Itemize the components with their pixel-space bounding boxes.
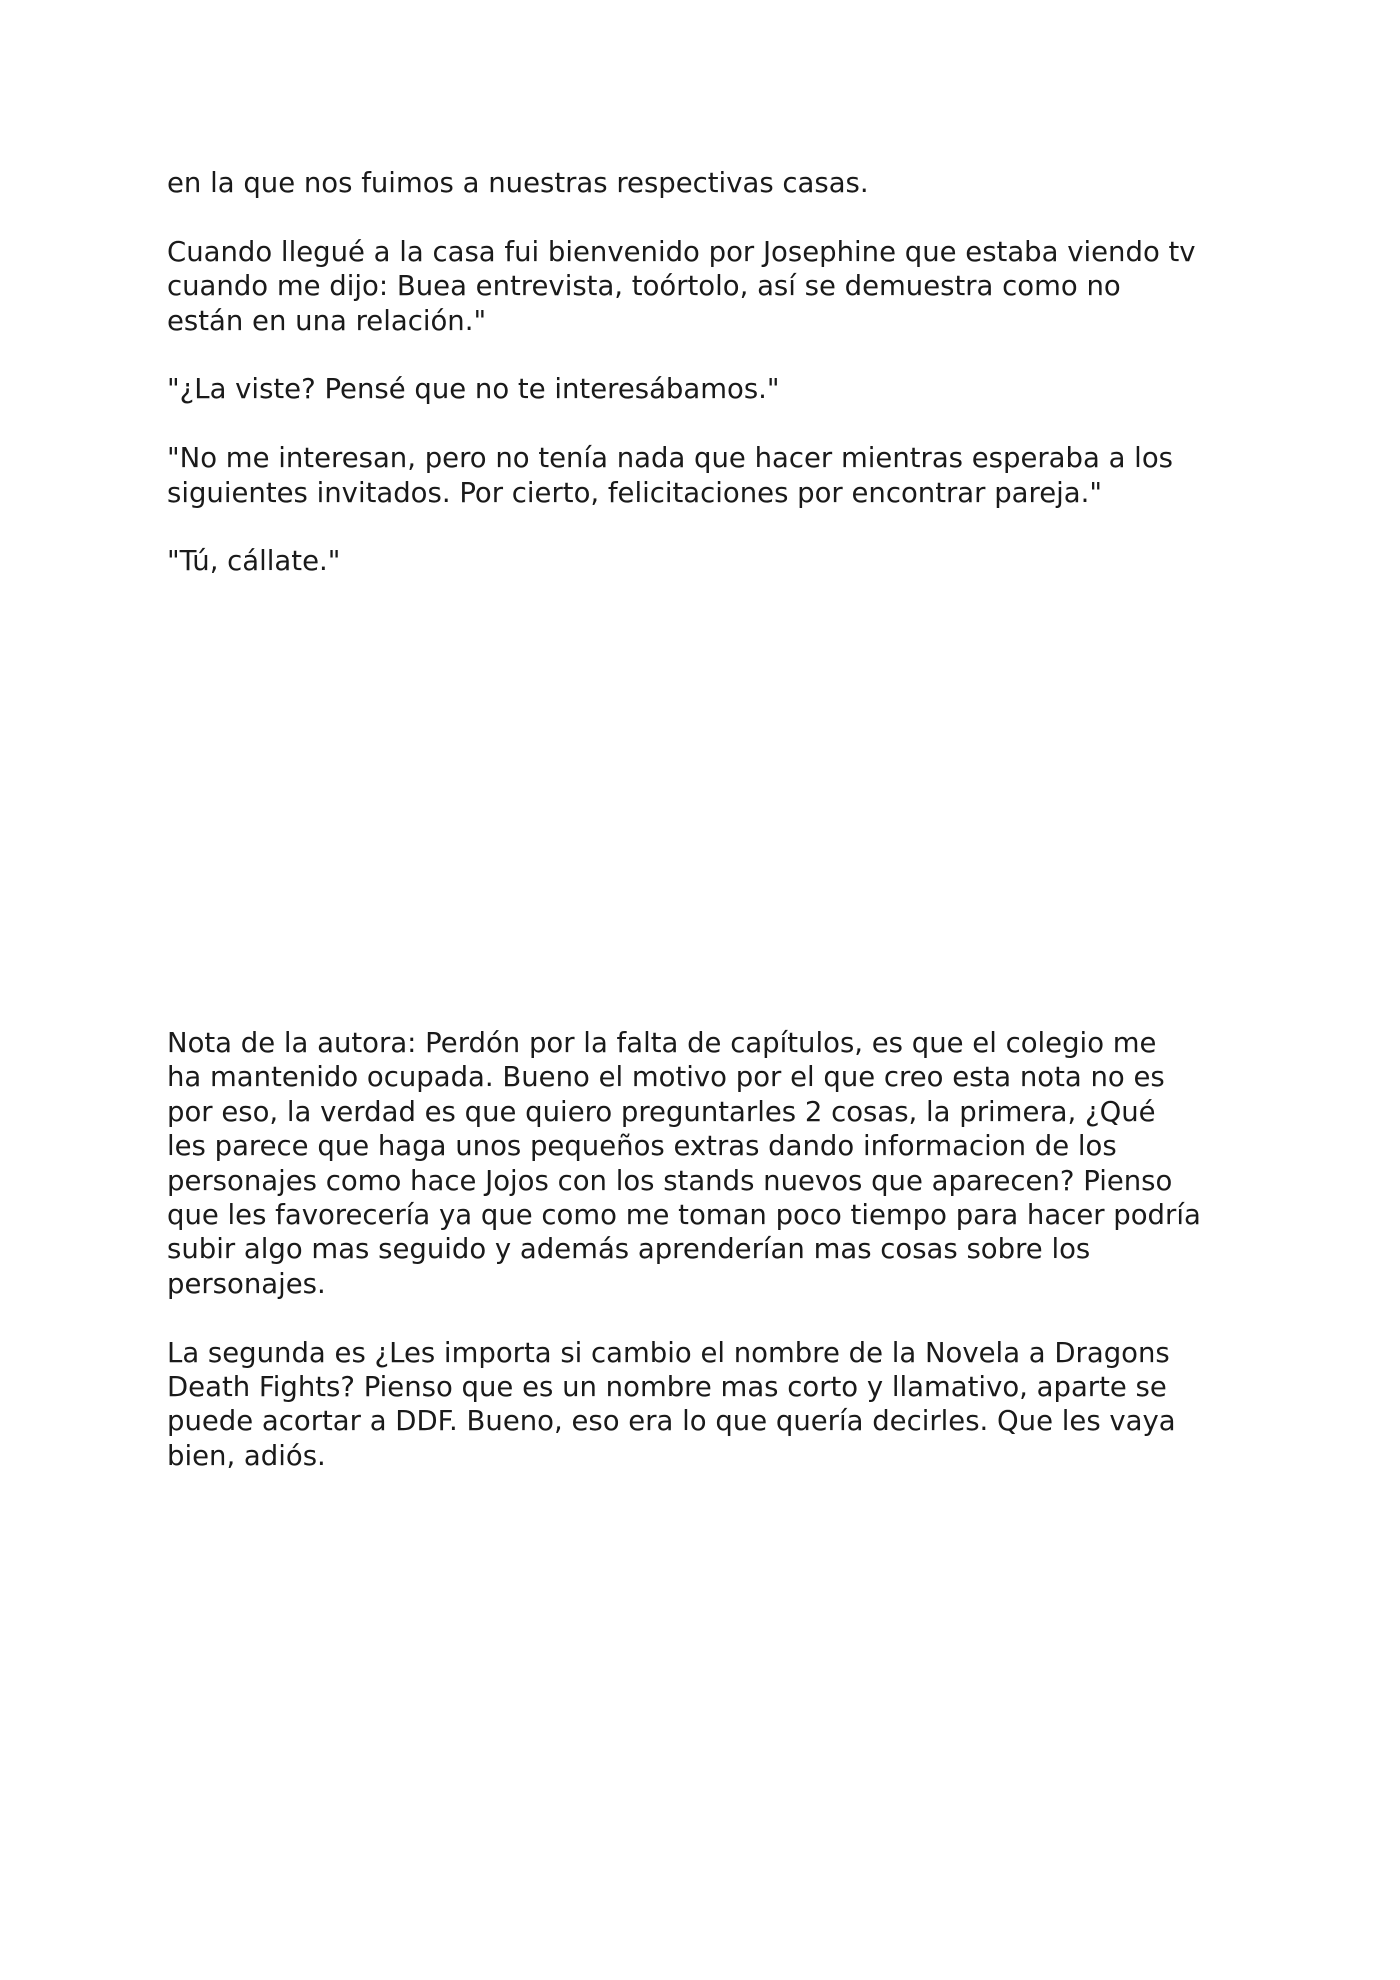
note-line: Death Fights? Pienso que es un nombre mas corto y llamativo, aparte se <box>167 1371 1167 1404</box>
note-line: personajes como hace Jojos con los stands nuevos que aparecen? Pienso <box>167 1164 1173 1197</box>
story-line: siguientes invitados. Por cierto, felicitaciones por encontrar pareja." <box>167 476 1102 509</box>
story-line: en la que nos fuimos a nuestras respectivas casas. <box>167 167 869 199</box>
paragraph-gap <box>167 200 1247 234</box>
paragraph-gap <box>167 338 1247 372</box>
author-note <box>167 1026 1247 1473</box>
story-line: cuando me dijo: Buea entrevista, toórtolo, así se demuestra como no <box>167 270 1121 303</box>
note-line: bien, adiós. <box>167 1439 326 1472</box>
note-line: que les favorecería ya que como me toman poco tiempo para hacer podría <box>167 1199 1201 1232</box>
note-line: por eso, la verdad es que quiero preguntarles 2 cosas, la primera, ¿Qué <box>167 1095 1156 1128</box>
paragraph-gap <box>167 1301 1247 1335</box>
note-line: ha mantenido ocupada. Bueno el motivo por el que creo esta nota no es <box>167 1061 1165 1094</box>
note-line: les parece que haga unos pequeños extras dando informacion de los <box>167 1130 1117 1163</box>
paragraph-gap <box>167 407 1247 441</box>
note-line: subir algo mas seguido y además aprenderían mas cosas sobre los <box>167 1233 1091 1266</box>
note-line: personajes. <box>167 1267 326 1300</box>
story-line: "No me interesan, pero no tenía nada que hacer mientras esperaba a los <box>167 442 1173 475</box>
story-line: "Tú, cállate." <box>167 545 341 578</box>
note-line: Nota de la autora: Perdón por la falta de capítulos, es que el colegio me <box>167 1027 1157 1059</box>
note-line: La segunda es ¿Les importa si cambio el nombre de la Novela a Dragons <box>167 1336 1170 1369</box>
note-line: puede acortar a DDF. Bueno, eso era lo que quería decirles. Que les vaya <box>167 1405 1176 1438</box>
paragraph-gap <box>167 510 1247 544</box>
story-line: están en una relación." <box>167 304 487 337</box>
story-line: Cuando llegué a la casa fui bienvenido por Josephine que estaba viendo tv <box>167 235 1196 268</box>
story-text <box>167 166 1247 579</box>
story-line: "¿La viste? Pensé que no te interesábamos." <box>167 373 780 406</box>
